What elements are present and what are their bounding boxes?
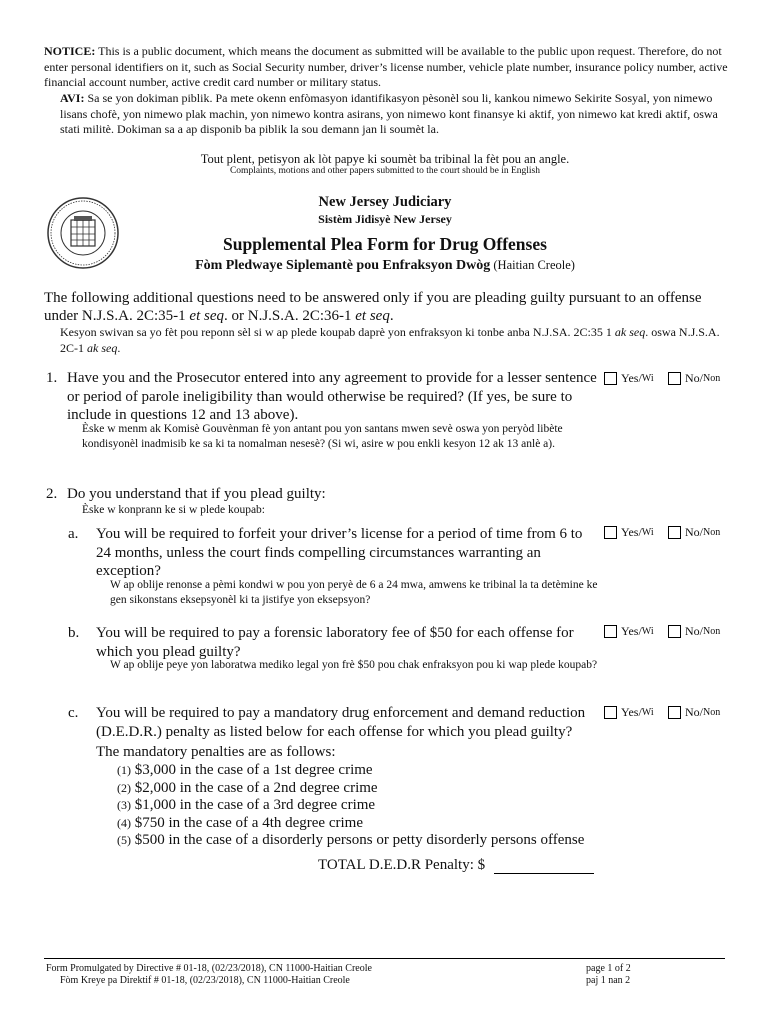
wi-label: Wi (641, 373, 654, 384)
yes-label: Yes/ (621, 371, 642, 385)
intro-creole (60, 324, 730, 356)
intro-et-seq-1: et seq (189, 308, 224, 324)
non-label: Non (703, 527, 721, 538)
q1-text: Have you and the Prosecutor entered into any agreement to provide for a lesser sentence or period of parole ineligibility than would otherwise be required? (If yes, be sure to include in questions 12 and 13 above). (67, 370, 597, 423)
qc-no-checkbox[interactable] (668, 706, 681, 719)
intro-kr-c: . (117, 341, 121, 355)
avi-text: Sa se yon dokiman piblik. Pa mete okenn enfòmasyon idantifikasyon pèsonèl sou li, kankou nimewo Sekirite Sosyal, yon nimewo lisans chofè, yon nimewo plak machin, yon nimewo kontra asirans, yon nimewo kont finansye ki aktif, yon nimewo kat kredi aktif, oswa stati militè. Dokiman sa a ap disponib ba piblik la sou demann jan li soumèt la. (60, 91, 718, 136)
footer-kreye: Fòm Kreye pa Direktif # 01-18, (02/23/2018), CN 11000-Haitian Creole (60, 975, 350, 986)
qc-yes-checkbox[interactable] (604, 706, 617, 719)
tout-plent-line: Tout plent, petisyon ak lòt papye ki soumèt ba tribinal la fèt pou an angle. (200, 152, 570, 166)
qb-yes-checkbox[interactable] (604, 625, 617, 638)
complaints-line: Complaints, motions and other papers submitted to the court should be in English (229, 166, 541, 176)
total-dedr-label: TOTAL D.E.D.R Penalty: $ (318, 857, 486, 873)
q1-no-checkbox[interactable] (668, 372, 681, 385)
yes-label: Yes/ (621, 624, 642, 638)
penalty-number: (2) (117, 780, 131, 795)
penalty-number: (5) (117, 833, 131, 847)
judiciary-heading: New Jersey Judiciary (318, 194, 452, 210)
qb-yes-option[interactable] (604, 624, 654, 639)
intro-kr-b: . oswa N.J.S.A. 2C-1 (60, 325, 720, 355)
no-label: No/ (685, 705, 703, 719)
wi-label: Wi (641, 707, 654, 718)
avi-paragraph (60, 91, 730, 138)
qc-yes-option[interactable] (604, 705, 654, 720)
footer-promulgated: Form Promulgated by Directive # 01-18, (02/23/2018), CN 11000-Haitian Creole (46, 963, 372, 974)
qc-number: c. (68, 705, 79, 721)
intro-et-seq-2: et seq (355, 308, 390, 324)
q1-creole: Èske w menm ak Komisè Gouvènman fè yon antant pou yon santans mwen sevè oswa yon peryòd libète kondisyonèl inadmisib ke sa ki ta nomalman nesesè? (Si wi, asire w pou enkli kesyon 12 ak 13 anlè a). (82, 423, 563, 450)
penalty-item (117, 797, 584, 815)
form-title-creole (0, 258, 770, 274)
intro-text-a: The following additional questions need to be answered only if you are pleading guilty pursuant to an offense under N.J.S.A. 2C:35-1 (44, 290, 702, 324)
wi-label: Wi (641, 527, 654, 538)
notice-label: NOTICE: (44, 44, 96, 58)
non-label: Non (703, 707, 721, 718)
qc-text: You will be required to pay a mandatory drug enforcement and demand reduction (D.E.D.R.) penalty as listed below for each offense for which you plead guilty? (96, 705, 586, 740)
intro-text-c: . (389, 308, 394, 324)
intro-kr-ak-seq-1: ak seq (614, 325, 646, 339)
notice-text: This is a public document, which means the document as submitted will be available to the public upon request. Therefore, do not enter personal identifiers on it, such as Social Security number, driver’s license number, vehicle plate number, insurance policy number, active financial account number, active credit card number or military status. (44, 44, 728, 89)
penalty-number: (1) (117, 763, 131, 777)
wi-label: Wi (641, 626, 654, 637)
qa-yes-checkbox[interactable] (604, 526, 617, 539)
penalty-text: $3,000 in the case of a 1st degree crime (134, 762, 373, 778)
penalty-item (117, 832, 584, 850)
penalty-text: $750 in the case of a 4th degree crime (134, 814, 363, 831)
q1-no-option[interactable] (668, 371, 720, 386)
penalty-text: $1,000 in the case of a 3rd degree crime (134, 797, 376, 813)
penalty-item (117, 780, 584, 798)
intro-paragraph (44, 289, 734, 325)
qb-text: You will be required to pay a forensic laboratory fee of $50 for each offense for which you plead guilty? (96, 625, 574, 660)
penalty-text: $500 in the case of a disorderly persons or petty disorderly persons offense (134, 832, 585, 848)
mandatory-penalties-heading: The mandatory penalties are as follows: (96, 744, 336, 760)
footer-divider (44, 958, 725, 959)
q2-number: 2. (46, 486, 58, 502)
qa-no-checkbox[interactable] (668, 526, 681, 539)
penalty-list (117, 762, 584, 850)
notice-paragraph (44, 44, 730, 91)
intro-kr-ak-seq-2: ak seq (87, 341, 118, 355)
penalty-number: (3) (117, 798, 131, 812)
footer-page: page 1 of 2 (586, 963, 631, 974)
non-label: Non (703, 373, 721, 384)
yes-label: Yes/ (621, 525, 642, 539)
qb-creole: W ap oblije peye yon laboratwa mediko legal yon frè $50 pou chak enfraksyon pou ki wap plede koupab? (110, 659, 598, 671)
yes-label: Yes/ (621, 705, 642, 719)
no-label: No/ (685, 371, 703, 385)
qa-text: You will be required to forfeit your driver’s license for a period of time from 6 to 24 months, unless the court finds compelling circumstances warranting an exception? (96, 526, 583, 579)
footer-paj: paj 1 nan 2 (586, 975, 631, 986)
penalty-item (117, 762, 584, 780)
no-label: No/ (685, 624, 703, 638)
q1-yes-checkbox[interactable] (604, 372, 617, 385)
form-title: Supplemental Plea Form for Drug Offenses (223, 234, 547, 254)
penalty-number: (4) (117, 815, 131, 830)
total-dedr-input-line[interactable] (494, 873, 594, 874)
qb-number: b. (68, 625, 80, 641)
qa-no-option[interactable] (668, 525, 720, 540)
q1-yes-option[interactable] (604, 371, 654, 386)
q2-creole: Èske w konprann ke si w plede koupab: (82, 504, 266, 516)
qa-creole: W ap oblije renonse a pèmi kondwi w pou yon peryè de 6 a 24 mwa, amwens ke tribinal la ta detèmine ke gen sikonstans eksepsyonèl ki ta jistifye yon eksepsyon? (110, 579, 598, 606)
penalty-text: $2,000 in the case of a 2nd degree crime (134, 779, 378, 796)
no-label: No/ (685, 525, 703, 539)
q2-text: Do you understand that if you plead guilty: (67, 486, 326, 502)
penalty-item (117, 815, 584, 833)
intro-text-b: . or N.J.S.A. 2C:36-1 (224, 308, 356, 324)
q1-number: 1. (46, 370, 58, 386)
qb-no-option[interactable] (668, 624, 720, 639)
sistem-heading: Sistèm Jidisyè New Jersey (318, 212, 452, 226)
avi-label: AVI: (60, 91, 85, 105)
qb-no-checkbox[interactable] (668, 625, 681, 638)
language-label: (Haitian Creole) (490, 258, 575, 272)
intro-kr-a: Kesyon swivan sa yo fèt pou reponn sèl si w ap plede koupab daprè yon enfraksyon ki tonbe anba N.J.SA. 2C:35 1 (60, 325, 615, 339)
qa-number: a. (68, 526, 79, 542)
non-label: Non (703, 626, 721, 637)
qc-no-option[interactable] (668, 705, 720, 720)
qa-yes-option[interactable] (604, 525, 654, 540)
form-title-hc: Fòm Pledwaye Siplemantè pou Enfraksyon Dwòg (195, 258, 491, 273)
